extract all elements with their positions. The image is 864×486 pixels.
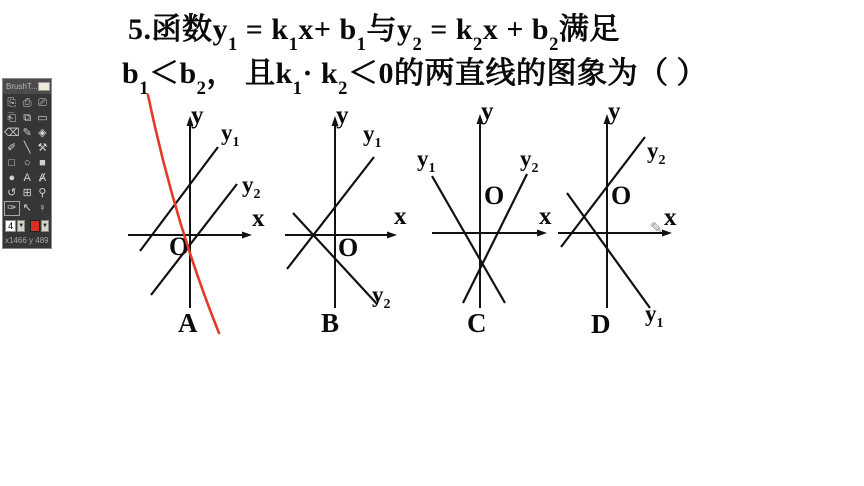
question-text-segment: 2 [549,34,559,56]
rectangle-icon[interactable]: □ [8,157,16,169]
origin-label: O [169,232,190,261]
text-outline-icon[interactable]: Ⱥ [38,172,47,184]
line-label-y1: $y_1$ [363,121,382,151]
line-y1 [567,193,650,308]
x-axis-arrow-icon [537,230,547,237]
y-axis-label: y [481,98,494,125]
question-text-segment: x + b [482,13,550,46]
question-text-segment: 1 [228,34,238,56]
line-label-y2: $y_2$ [372,282,391,312]
brush-color-swatch[interactable] [30,220,40,232]
cursor-arrow-icon[interactable]: ↖ [22,202,32,214]
brush-icon[interactable]: ✐ [7,142,17,154]
option-letter-B: B [321,308,340,338]
filled-ellipse-icon[interactable]: ● [8,172,16,184]
question-text-segment: 满足 [558,13,620,46]
line-label-y1: $y_1$ [645,301,664,331]
question-text-segment: ＜0的两直线的图象为（ ） [347,57,707,90]
option-letter-A: A [178,308,198,338]
x-axis-label: x [252,205,265,232]
question-text-segment: ＜b [148,57,197,90]
tool-grid [3,94,51,217]
line-label-y2: $y_2$ [520,146,539,176]
question-text-segment: 1 [356,34,367,56]
question-text-segment: · k [302,57,339,90]
question-text-segment: 2 [412,34,423,56]
graph-option-B [285,102,407,338]
hammer-icon[interactable]: ⚒ [37,142,48,154]
line-label-y1: $y_1$ [221,120,240,150]
pen-icon[interactable]: ✎ [22,127,32,139]
x-axis-label: x [539,203,552,230]
grid-icon[interactable]: ⊞ [22,187,32,199]
fill-icon[interactable]: ◈ [38,127,47,139]
display-icon[interactable]: ⎚ [37,97,47,109]
palette-minimize-button[interactable] [38,82,50,91]
red-annotation-stroke [148,95,219,333]
y-axis-label: y [608,98,621,125]
y-axis-label: y [191,102,204,129]
question-text-segment: 与y [366,13,413,46]
question-text-segment: 1 [292,78,303,100]
stamp-icon[interactable]: ♀ [38,202,47,214]
x-axis-arrow-icon [387,232,397,239]
x-axis-label: x [664,204,677,231]
brush-size-dropdown-arrow-icon[interactable]: ▼ [17,220,25,232]
zoom-icon[interactable]: ⚲ [38,187,47,199]
graph-option-C [417,98,552,338]
question-text-segment: 2 [473,34,483,56]
brush-color-dropdown-arrow-icon[interactable]: ▼ [41,220,49,232]
text-icon[interactable]: A [23,172,31,184]
question-text-segment: 1 [288,34,299,56]
open-icon[interactable]: ⎘ [7,97,17,109]
origin-label: O [611,181,632,210]
option-letter-C: C [467,308,487,338]
line-label-y2: $y_2$ [242,172,261,202]
question-text-segment: b [122,57,140,90]
question-text-segment: x+ b [298,13,357,46]
line-label-y2: $y_2$ [647,138,666,168]
question-text-segment: = k [237,13,289,46]
question-text-segment: 2 [196,78,207,100]
pen-cursor-icon: ✎ [650,219,663,237]
option-letter-D: D [591,309,611,339]
origin-label: O [484,181,505,210]
ellipse-icon[interactable]: ○ [23,157,31,169]
question-text-segment: 2 [338,78,348,100]
x-axis-label: x [394,203,407,230]
brush-size-value[interactable]: 4 [5,220,16,232]
selection-rect-icon[interactable]: ▭ [37,112,48,124]
line-y2 [151,184,237,295]
y-axis-label: y [336,102,349,129]
question-text-segment: 5.函数 [128,13,213,46]
origin-label: O [338,233,359,262]
tool-options [3,217,51,234]
save-icon[interactable]: ⎙ [22,97,32,109]
copy-icon[interactable]: ⎗ [7,112,17,124]
palette-title: BrushT... [6,82,38,91]
x-axis-arrow-icon [242,232,252,239]
question-text-segment: = k [422,13,474,46]
cursor-coordinates-status: x1466 y 489 [5,236,49,245]
line-y2 [561,137,645,247]
question-text-segment: y [212,13,228,46]
question-text-segment: ， 且k [206,57,293,90]
paste-icon[interactable]: ⧉ [23,112,32,124]
brush-tool-palette [2,78,52,249]
question-text-segment: 1 [139,78,149,100]
marker-pen-icon[interactable]: ✑ [4,201,20,216]
palette-title-bar[interactable] [3,79,51,94]
undo-icon[interactable]: ↺ [7,187,17,199]
line-tool-icon[interactable]: ╲ [23,142,31,154]
graph-option-A [128,102,265,338]
line-label-y1: $y_1$ [417,146,436,176]
eraser-icon[interactable]: ⌫ [4,127,20,139]
filled-rectangle-icon[interactable]: ■ [39,157,46,169]
